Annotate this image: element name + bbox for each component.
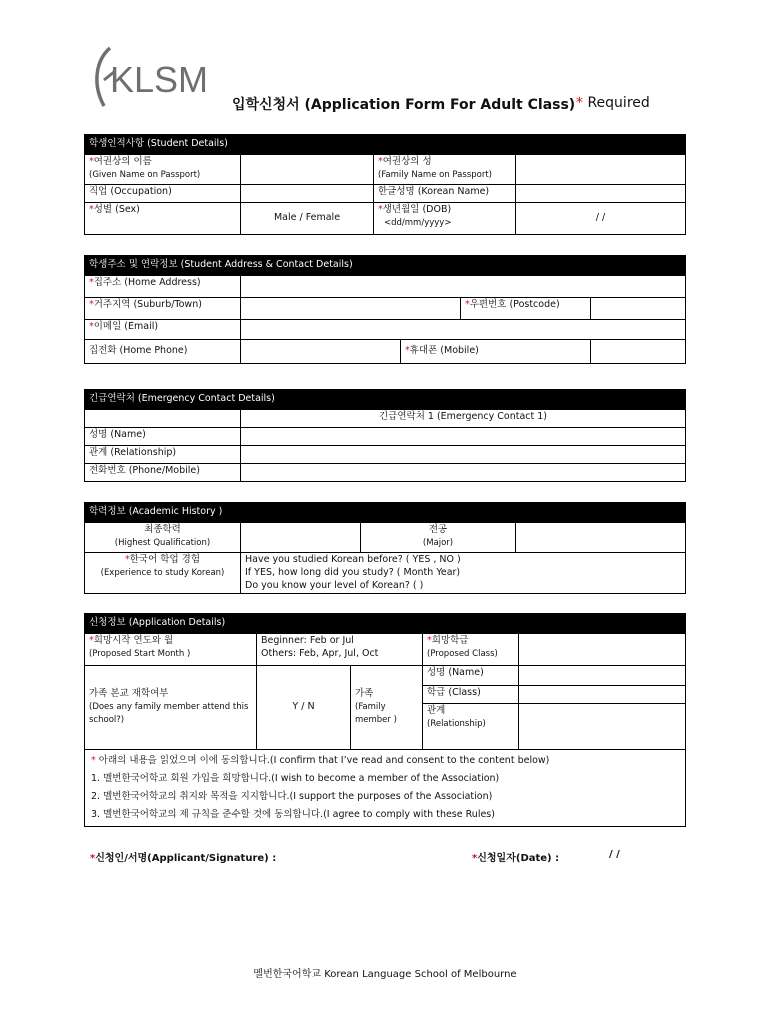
given-name-label: *여권상의 이름 (Given Name on Passport): [85, 155, 241, 185]
emergency-phone-field[interactable]: [241, 464, 686, 482]
application-table: [84, 613, 686, 827]
date-value[interactable]: / /: [609, 849, 620, 860]
required-note: * Required: [576, 95, 650, 111]
korean-name-field[interactable]: [516, 185, 686, 203]
section-heading: 학력정보 (Academic History ): [85, 503, 686, 523]
address-table: [84, 255, 686, 364]
start-month-label: *희망시작 연도와 월 (Proposed Start Month ): [85, 634, 257, 666]
korean-experience-field[interactable]: Have you studied Korean before? ( YES , NO ) If YES, how long did you study? ( Month Year) Do you know your level of Korean? ( ): [241, 553, 686, 594]
proposed-class-field[interactable]: [519, 634, 686, 666]
member-class-label: 학급 (Class): [423, 686, 519, 704]
given-name-field[interactable]: [241, 155, 374, 185]
suburb-field[interactable]: [241, 298, 461, 320]
home-address-label: *집주소 (Home Address): [85, 276, 241, 298]
dob-label: *생년월일 (DOB) <dd/mm/yyyy>: [374, 203, 516, 235]
postcode-label: *우편번호 (Postcode): [461, 298, 591, 320]
member-class-field[interactable]: [519, 686, 686, 704]
start-month-options[interactable]: Beginner: Feb or Jul Others: Feb, Apr, Jul, Oct: [257, 634, 423, 666]
major-label: 전공 (Major): [361, 523, 516, 553]
section-heading: 신청정보 (Application Details): [85, 614, 686, 634]
family-member-label: 가족 (Family member ): [351, 666, 423, 750]
emergency-name-field[interactable]: [241, 428, 686, 446]
applicant-signature-label: *신청인/서명(Applicant/Signature) :: [90, 853, 277, 864]
mobile-field[interactable]: [591, 340, 686, 364]
member-name-field[interactable]: [519, 666, 686, 686]
family-name-label: *여권상의 성 (Family Name on Passport): [374, 155, 516, 185]
emergency-table: [84, 389, 686, 482]
family-attend-label: 가족 본교 재학여부 (Does any family member attend this school?): [85, 666, 257, 750]
home-phone-label: 집전화 (Home Phone): [85, 340, 241, 364]
korean-name-label: 한글성명 (Korean Name): [374, 185, 516, 203]
logo-text: KLSM: [110, 59, 208, 100]
family-attend-yn[interactable]: Y / N: [257, 666, 351, 750]
name-label: 성명 (Name): [85, 428, 241, 446]
section-heading: 학생인적사항 (Student Details): [85, 135, 686, 155]
member-name-label: 성명 (Name): [423, 666, 519, 686]
sex-field[interactable]: Male / Female: [241, 203, 374, 235]
email-label: *이메일 (Email): [85, 320, 241, 340]
section-heading: 긴급연락처 (Emergency Contact Details): [85, 390, 686, 410]
phone-label: 전화번호 (Phone/Mobile): [85, 464, 241, 482]
emergency-relationship-field[interactable]: [241, 446, 686, 464]
mobile-label: *휴대폰 (Mobile): [401, 340, 591, 364]
postcode-field[interactable]: [591, 298, 686, 320]
sex-label: *성별 (Sex): [85, 203, 241, 235]
section-heading: 학생주소 및 연락정보 (Student Address & Contact Details): [85, 256, 686, 276]
qualification-field[interactable]: [241, 523, 361, 553]
emergency-contact-1-header: 긴급연락처 1 (Emergency Contact 1): [241, 410, 686, 428]
occupation-field[interactable]: [241, 185, 374, 203]
member-relationship-label: 관계 (Relationship): [423, 704, 519, 750]
klsm-logo: [88, 44, 208, 114]
occupation-label: 직업 (Occupation): [85, 185, 241, 203]
relationship-label: 관계 (Relationship): [85, 446, 241, 464]
home-phone-field[interactable]: [241, 340, 401, 364]
proposed-class-label: *희망학급 (Proposed Class): [423, 634, 519, 666]
family-name-field[interactable]: [516, 155, 686, 185]
student-details-table: [84, 134, 686, 235]
qualification-label: 최종학력 (Highest Qualification): [85, 523, 241, 553]
home-address-field[interactable]: [241, 276, 686, 298]
consent-block: * 아래의 내용을 읽었으며 이에 동의합니다.(I confirm that I’ve read and consent to the content below) 1. 멜번한국어학교 회원 가입을 희망합니다.(I wish to become a member of the Association) 2. 멜번한국어학교의 취지와 목적을 지지합니다.(I support the purposes of the Association) 3. 멜번한국어학교의 제 규칙을 준수할 것에 동의합니다.(I agree to comply with these Rules): [85, 750, 686, 827]
academic-table: [84, 502, 686, 594]
suburb-label: *거주지역 (Suburb/Town): [85, 298, 241, 320]
form-title: 입학신청서 (Application Form For Adult Class): [232, 97, 576, 113]
footer: 멜번한국어학교 Korean Language School of Melbourne: [253, 969, 517, 980]
date-label: *신청일자(Date) :: [472, 853, 560, 864]
email-field[interactable]: [241, 320, 686, 340]
major-field[interactable]: [516, 523, 686, 553]
member-relationship-field[interactable]: [519, 704, 686, 750]
dob-field[interactable]: / /: [516, 203, 686, 235]
korean-experience-label: *한국어 학업 경험 (Experience to study Korean): [85, 553, 241, 594]
